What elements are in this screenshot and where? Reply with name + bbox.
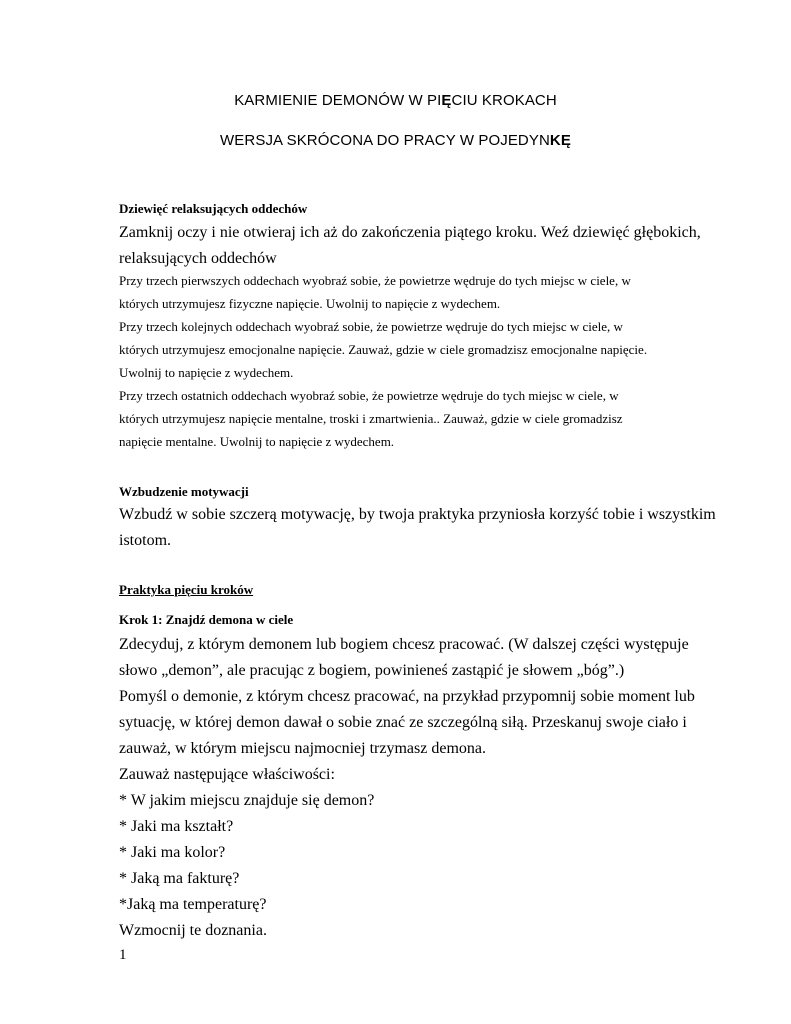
paragraph-line: których utrzymujesz emocjonalne napięcie. Zauważ, gdzie w ciele gromadzisz emocjonalne napięcie. [119, 342, 648, 357]
list-item: * Jaką ma fakturę? [119, 870, 240, 887]
paragraph-line: Pomyśl o demonie, z którym chcesz pracować, na przykład przypomnij sobie moment lub [119, 688, 695, 705]
paragraph-line: Przy trzech pierwszych oddechach wyobraź sobie, że powietrze wędruje do tych miejsc w ciele, w [119, 273, 631, 288]
paragraph-line: Zauważ następujące właściwości: [119, 766, 335, 783]
paragraph-line: których utrzymujesz napięcie mentalne, troski i zmartwienia.. Zauważ, gdzie w ciele gromadzisz [119, 411, 623, 426]
document-title [0, 92, 791, 109]
list-item: *Jaką ma temperaturę? [119, 896, 267, 913]
page-number: 1 [119, 947, 127, 963]
section-breathing-intro [119, 220, 701, 272]
paragraph-line: Wzbudź w sobie szczerą motywację, by twoja praktyka przyniosła korzyść tobie i wszystkim [119, 506, 716, 523]
paragraph-line: Uwolnij to napięcie z wydechem. [119, 365, 294, 380]
title-line2-part-b: KĘ [549, 132, 571, 149]
paragraph-line: których utrzymujesz fizyczne napięcie. Uwolnij to napięcie z wydechem. [119, 296, 501, 311]
paragraph-line: Przy trzech ostatnich oddechach wyobraź sobie, że powietrze wędruje do tych miejsc w ciele, w [119, 388, 619, 403]
paragraph-line: istotom. [119, 532, 172, 549]
paragraph-line: Wzmocnij te doznania. [119, 922, 267, 939]
paragraph-line: zauważ, w którym miejscu najmocniej trzymasz demona. [119, 740, 486, 757]
paragraph-line: Zamknij oczy i nie otwieraj ich aż do zakończenia piątego kroku. Weź dziewięć głębokich, [119, 224, 701, 241]
title-line1-part-a: KARMIENIE DEMONÓW W PI [234, 92, 442, 109]
list-item: * W jakim miejscu znajduje się demon? [119, 792, 375, 809]
paragraph-line: słowo „demon”, ale pracując z bogiem, powinieneś zastąpić je słowem „bóg”.) [119, 662, 625, 679]
section-heading-practice: Praktyka pięciu kroków [119, 582, 254, 597]
paragraph-line: napięcie mentalne. Uwolnij to napięcie z wydechem. [119, 434, 395, 449]
document-subtitle [0, 132, 791, 149]
list-item: * Jaki ma kształt? [119, 818, 234, 835]
section-breathing-details [119, 269, 679, 453]
title-line1-part-b: Ę [441, 92, 452, 109]
title-line2-part-a: WERSJA SKRÓCONA DO PRACY W POJEDYN [220, 132, 550, 149]
section-motivation-text [119, 502, 716, 554]
section-heading-motivation: Wzbudzenie motywacji [119, 484, 249, 499]
paragraph-line: relaksujących oddechów [119, 250, 277, 267]
step1-text [119, 632, 695, 944]
paragraph-line: Zdecyduj, z którym demonem lub bogiem chcesz pracować. (W dalszej części występuje [119, 636, 689, 653]
list-item: * Jaki ma kolor? [119, 844, 226, 861]
section-heading-breathing: Dziewięć relaksujących oddechów [119, 201, 308, 216]
step1-heading: Krok 1: Znajdź demona w ciele [119, 612, 294, 627]
paragraph-line: Przy trzech kolejnych oddechach wyobraź sobie, że powietrze wędruje do tych miejsc w ciele, w [119, 319, 623, 334]
paragraph-line: sytuację, w której demon dawał o sobie znać ze szczególną siłą. Przeskanuj swoje ciało i [119, 714, 687, 731]
title-line1-part-c: CIU KROKACH [451, 92, 557, 109]
